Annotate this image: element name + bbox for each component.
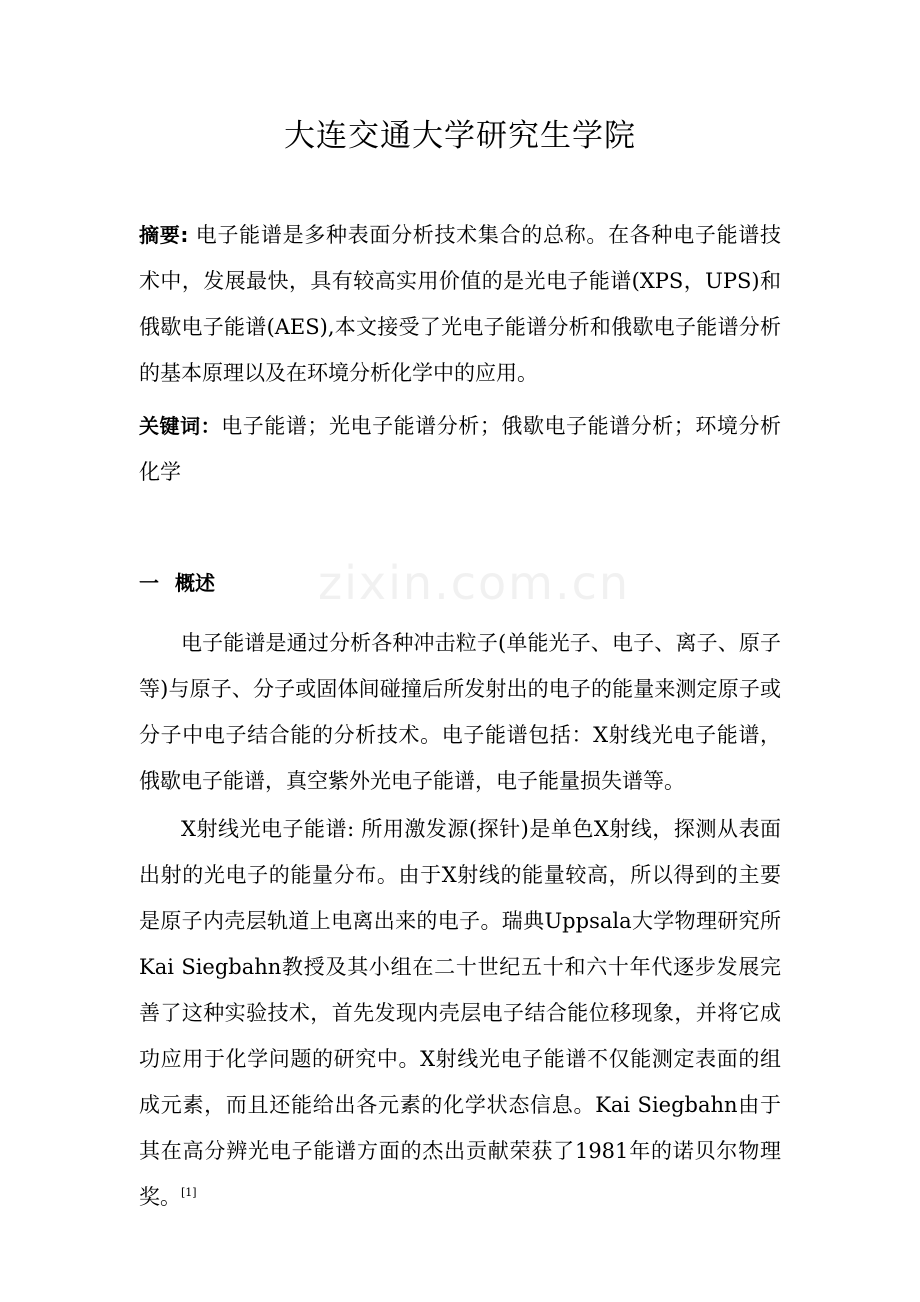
body-paragraph-2-text: X射线光电子能谱: 所用激发源(探针)是单色X射线，探测从表面出射的光电子的能量分布。由于X射线的能量较高，所以得到的主要是原子内壳层轨道上电离出来的电子。瑞典Uppsala大学物理研究所Kai Siegbahn教授及其小组在二十世纪五十和六十年代逐步发展完善了这种实验技术，首先发现内壳层电子结合能位移现象，并将它成功应用于化学问题的研究中。X射线光电子能谱不仅能测定表面的组成元素，而且还能给出各元素的化学状态信息。Kai Siegbahn由于其在高分辨光电子能谱方面的杰出贡献荣获了1981年的诺贝尔物理奖。 — [139, 817, 781, 1209]
watermark: zixin.com.cn — [318, 556, 631, 610]
section-number: 一 — [139, 571, 159, 595]
keywords-label: 关键词： — [139, 414, 222, 438]
body-paragraph-1: 电子能谱是通过分析各种冲击粒子(单能光子、电子、离子、原子等)与原子、分子或固体间碰撞后所发射出的电子的能量来测定原子或分子中电子结合能的分析技术。电子能谱包括：X射线光电子能谱，俄歇电子能谱，真空紫外光电子能谱，电子能量损失谱等。 — [139, 631, 781, 793]
abstract-label: 摘要: — [139, 223, 189, 247]
keywords-paragraph — [139, 403, 781, 495]
document-title: 大连交通大学研究生学院 — [284, 118, 636, 154]
keywords-text: 电子能谱；光电子能谱分析；俄歇电子能谱分析；环境分析化学 — [139, 414, 782, 484]
body-paragraph-2 — [139, 806, 781, 1220]
citation-marker: [1] — [181, 1186, 197, 1199]
abstract-paragraph — [139, 212, 781, 396]
abstract-text: 电子能谱是多种表面分析技术集合的总称。在各种电子能谱技术中，发展最快，具有较高实用价值的是光电子能谱(XPS，UPS)和俄歇电子能谱(AES),本文接受了光电子能谱分析和俄歇电子能谱分析的基本原理以及在环境分析化学中的应用。 — [139, 223, 781, 385]
section-title: 概述 — [175, 571, 215, 595]
section-heading — [139, 561, 215, 605]
